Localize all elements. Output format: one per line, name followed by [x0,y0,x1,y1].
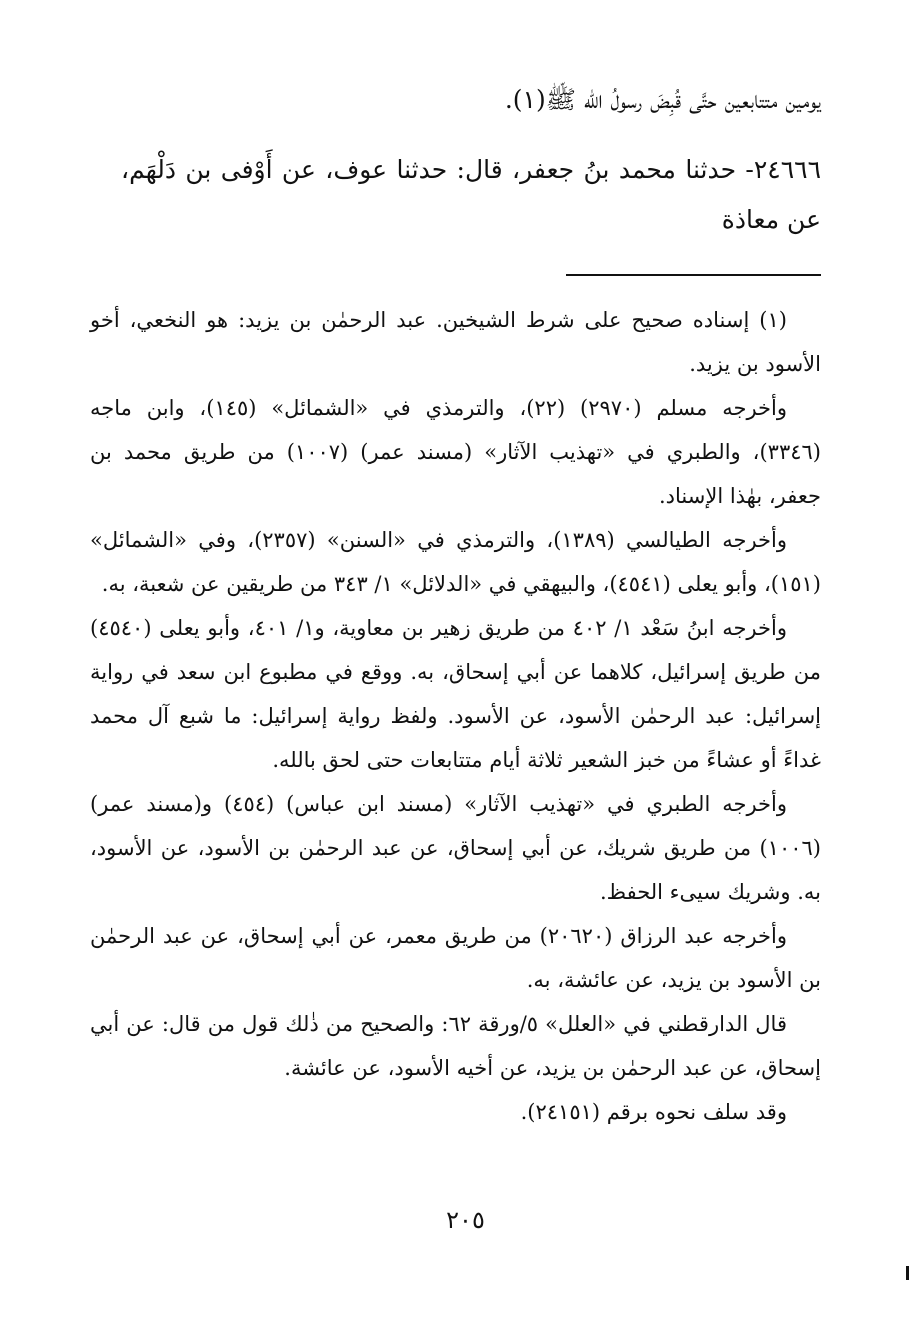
footnote-paragraph: قال الدارقطني في «العلل» ٥/ورقة ٦٢: والصحيح من ذٰلك قول من قال: عن أبي إسحاق، عن عبد الرحمٰن بن يزيد، عن أخيه الأسود، عن عائشة. [90,1012,821,1080]
page-number [0,1200,911,1240]
main-text-line: يومين متتابعين حتَّى قُبِضَ رسولُ الله ﷺ(١). [504,85,821,114]
scan-edge-mark [906,1266,909,1280]
page-number-text: ٢٠٥ [446,1206,485,1234]
footnote-paragraph: وأخرجه الطيالسي (١٣٨٩)، والترمذي في «السنن» (٢٣٥٧)، وفي «الشمائل» (١٥١)، وأبو يعلى (٤٥٤١)، والبيهقي في «الدلائل» ١/ ٣٤٣ من طريقين عن شعبة، به. [90,528,821,596]
footnote-paragraph: (١) إسناده صحيح على شرط الشيخين. عبد الرحمٰن بن يزيد: هو النخعي، أخو الأسود بن يزيد. [90,308,821,376]
footnote-paragraph: وأخرجه ابنُ سَعْد ١/ ٤٠٢ من طريق زهير بن معاوية، و١/ ٤٠١، وأبو يعلى (٤٥٤٠) من طريق إسرائيل، كلاهما عن أبي إسحاق، به. ووقع في مطبوع ابن سعد في رواية إسرائيل: عبد الرحمٰن الأسود، عن الأسود. ولفظ رواية إسرائيل: ما شبع آل محمد غداءً أو عشاءً من خبز الشعير ثلاثة أيام متتابعات حتى لحق بالله. [90,616,821,772]
footnote-separator [566,274,821,276]
footnote-paragraph: وقد سلف نحوه برقم (٢٤١٥١). [520,1100,787,1124]
footnote-paragraph: وأخرجه مسلم (٢٩٧٠) (٢٢)، والترمذي في «الشمائل» (١٤٥)، وابن ماجه (٣٣٤٦)، والطبري في «تهذيب الآثار» (مسند عمر) (١٠٠٧) من طريق محمد بن جعفر، بهٰذا الإسناد. [90,396,821,508]
hadith-header: ٢٤٦٦٦- حدثنا محمد بنُ جعفر، قال: حدثنا عوف، عن أَوْفى بن دَلْهَم، عن معاذة [121,155,821,234]
footnote-paragraph: وأخرجه الطبري في «تهذيب الآثار» (مسند ابن عباس) (٤٥٤) و(مسند عمر) (١٠٠٦) من طريق شريك، عن أبي إسحاق، عن عبد الرحمٰن بن الأسود، عن الأسود، به. وشريك سيىء الحفظ. [90,792,821,904]
footnote-paragraph: وأخرجه عبد الرزاق (٢٠٦٢٠) من طريق معمر، عن أبي إسحاق، عن عبد الرحمٰن بن الأسود بن يزيد، عن عائشة، به. [90,924,821,992]
footnotes-section [90,298,821,1134]
